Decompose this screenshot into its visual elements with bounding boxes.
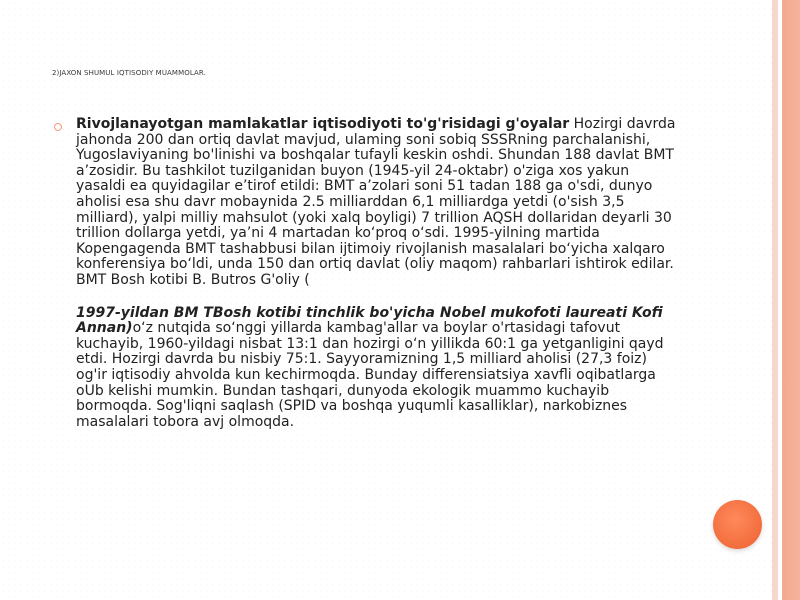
slide-title: 2)JAXON SHUMUL IQTISODIY MUAMMOLAR. (52, 69, 206, 77)
slide-body (76, 117, 676, 430)
decorative-side-band (772, 0, 800, 600)
paragraph-2-text: o‘z nutqida so‘nggi yillarda kambag'allar va boylar o'rtasidagi tafovut kuchayib, 1960-yildagi nisbat 13:1 dan hozirgi o‘n yillikda 60:1 ga yetganligini qayd etdi. Hozirgi davrda bu nisbiy 75:1. Sayyoramizning 1,5 milliard aholisi (27,3 foiz) og'ir iqtisodiy ahvolda kun kechirmoqda. Bunday differensiatsiya xavfli oqibatlarga oUb kelishi mumkin. Bundan tashqari, dunyoda ekologik muammo kuchayib bormoqda. Sog'liqni saqlash (SPID va boshqa yuqumli kasalliklar), narkobiznes masalalari tobora avj olmoqda. (76, 320, 664, 430)
paragraph-2-lead: 1997-yildan BM TBosh kotibi tinchlik bo'yicha Nobel mukofoti laureati Kofi Annan) (76, 304, 663, 337)
paragraph-1: Hozirgi davrda jahonda 200 dan ortiq davlat mavjud, ulaming soni sobiq SSSRning parchalanishi, Yugoslaviyaning bo'linishi va boshqalar tufayli keskin oshdi. Shundan 188 davlat BMT a’zosidir. Bu tashkilot tuzilganidan buyon (1945-yil 24-oktabr) o'ziga xos yakun yasaldi ea quyidagilar e’tirof etildi: BMT a’zolari soni 51 tadan 188 ga o'sdi, dunyo aholisi esa shu davr mobaynida 2.5 milliarddan 6,1 milliardga yetdi (o'sish 3,5 milliard), yalpi milliy mahsulot (yoki xalq boyligi) 7 trillion AQSH dollaridan deyarli 30 trillion dollarga yetdi, ya’ni 4 martadan ko‘proq o‘sdi. 1995-yilning martida Kopengagenda BMT tashabbusi bilan ijtimoiy rivojlanish masalalari bo‘yicha xalqaro konferensiya bo‘ldi, unda 150 dan ortiq davlat (oliy maqom) rahbarlari ishtirok edilar. BMT Bosh kotibi B. Butros G'oliy ( (76, 116, 676, 288)
body-heading: Rivojlanayotgan mamlakatlar iqtisodiyoti to'g'risidagi g'oyalar (76, 116, 570, 132)
bullet-icon (54, 123, 62, 131)
orange-circle-decoration (713, 500, 762, 549)
